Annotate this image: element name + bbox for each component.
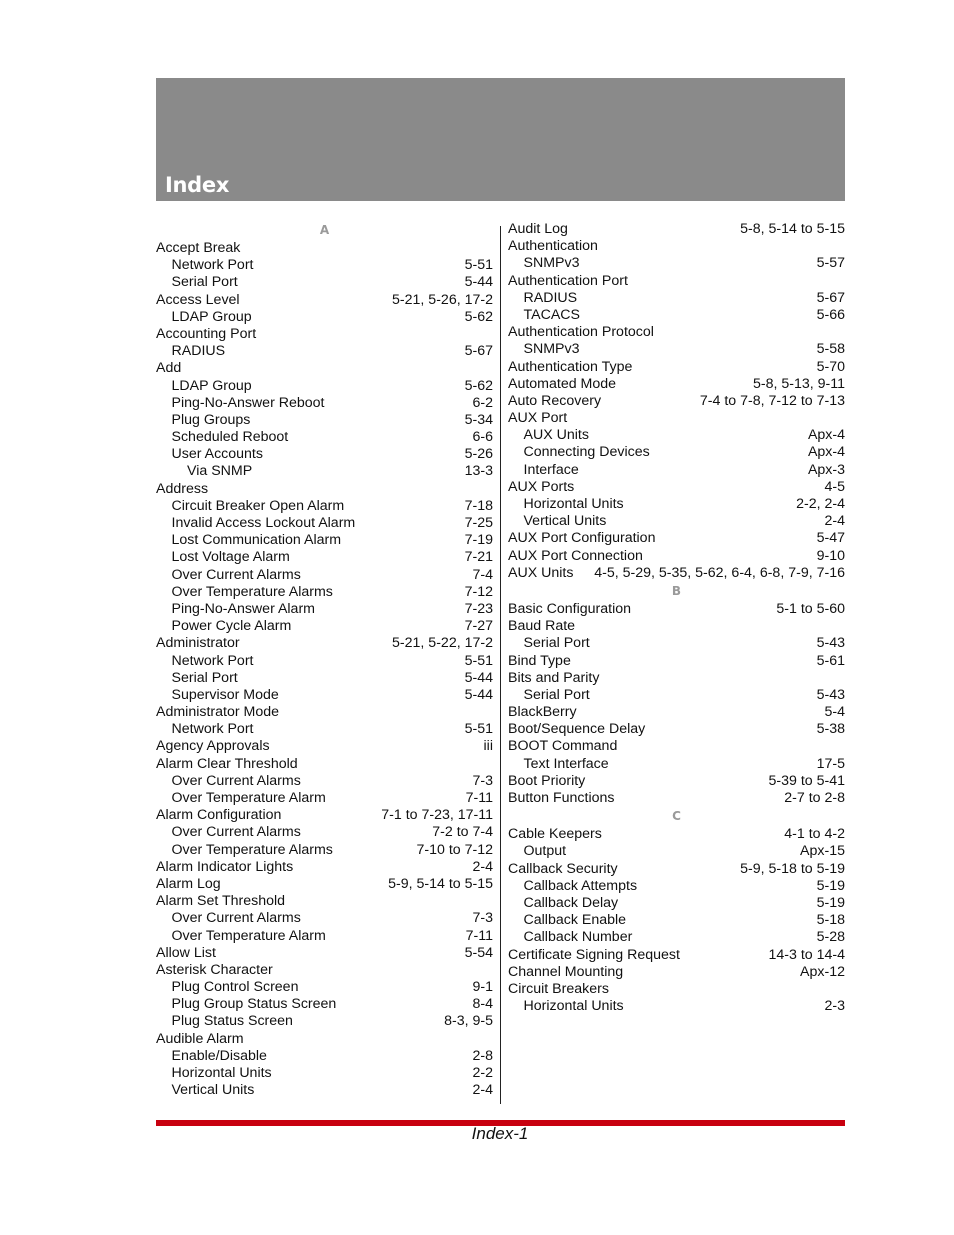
index-page-ref: 7-3 xyxy=(472,772,493,789)
index-page-ref: Apx-15 xyxy=(800,843,845,860)
index-entry xyxy=(156,618,493,635)
index-entry xyxy=(508,341,845,358)
index-term: SNMPv3 xyxy=(523,341,580,358)
index-page-ref: 5-67 xyxy=(464,343,493,360)
index-term: BlackBerry xyxy=(508,704,577,721)
index-page-ref: 7-10 to 7-12 xyxy=(416,841,493,858)
index-term: Plug Groups xyxy=(171,411,251,428)
index-entry xyxy=(156,842,493,859)
index-term: Channel Mounting xyxy=(508,963,624,980)
index-entry xyxy=(508,721,845,738)
index-entry xyxy=(156,1048,493,1065)
index-page-ref: 5-44 xyxy=(464,669,493,686)
index-term: Cable Keepers xyxy=(508,826,602,843)
index-term: Callback Number xyxy=(523,929,633,946)
index-entry xyxy=(156,910,493,927)
index-term: Over Temperature Alarms xyxy=(171,841,333,858)
index-page-ref: 8-3, 9-5 xyxy=(444,1013,493,1030)
index-page-ref: 5-43 xyxy=(816,635,845,652)
index-page-ref: 6-2 xyxy=(472,394,493,411)
index-term: Callback Attempts xyxy=(523,877,638,894)
index-term: Automated Mode xyxy=(508,375,617,392)
index-page-ref: 2-2, 2-4 xyxy=(796,496,845,512)
index-entry xyxy=(508,601,845,618)
index-page-ref: 6-6 xyxy=(472,429,493,446)
index-page-ref: 7-23 xyxy=(464,600,493,617)
index-entry xyxy=(508,238,845,255)
index-entry xyxy=(156,996,493,1013)
index-page-ref: 9-1 xyxy=(472,979,493,996)
index-entry xyxy=(508,479,845,496)
index-page-ref: 5-66 xyxy=(816,306,845,323)
index-page-ref: 8-4 xyxy=(472,996,493,1013)
index-entry xyxy=(508,756,845,773)
index-page-ref: 7-12 xyxy=(464,583,493,600)
index-entry xyxy=(156,653,493,670)
index-term: Power Cycle Alarm xyxy=(171,618,292,635)
index-entry xyxy=(508,861,845,878)
index-page-ref: Apx-4 xyxy=(807,444,845,461)
index-entry xyxy=(156,893,493,910)
index-page-ref: 7-4 to 7-8, 7-12 to 7-13 xyxy=(699,392,845,409)
index-page-ref: 5-70 xyxy=(816,358,845,375)
index-term: Via SNMP xyxy=(187,463,253,480)
index-entry xyxy=(508,444,845,461)
page-title: Index xyxy=(165,173,230,197)
index-term: AUX Port Configuration xyxy=(508,530,656,547)
index-term: Accept Break xyxy=(156,240,241,256)
index-entry xyxy=(508,981,845,998)
index-term: Horizontal Units xyxy=(171,1065,272,1081)
index-term: Allow List xyxy=(156,944,216,961)
index-term: Lost Communication Alarm xyxy=(171,532,342,549)
index-entry xyxy=(156,1082,493,1099)
index-entry xyxy=(508,618,845,635)
index-entry xyxy=(156,429,493,446)
index-term: Authentication Type xyxy=(508,358,633,375)
index-entry xyxy=(508,324,845,341)
index-entry xyxy=(508,947,845,964)
index-page-ref: 5-4 xyxy=(824,704,845,721)
index-term: RADIUS xyxy=(523,289,578,306)
index-entry xyxy=(508,496,845,513)
index-entry xyxy=(508,964,845,981)
index-entry xyxy=(156,1065,493,1082)
index-page-ref: 7-3 xyxy=(472,910,493,927)
index-page-ref: 7-11 xyxy=(465,790,493,806)
index-entry xyxy=(508,427,845,444)
index-term: Over Current Alarms xyxy=(171,566,301,583)
index-page-ref: 7-2 to 7-4 xyxy=(432,824,493,841)
index-entry xyxy=(508,565,845,582)
footer-page-number: Index-1 xyxy=(471,1124,529,1143)
index-page-ref: 5-21, 5-26, 17-2 xyxy=(392,291,493,308)
index-entry xyxy=(156,326,493,343)
index-page-ref: Apx-4 xyxy=(807,427,845,444)
index-term: AUX Port Connection xyxy=(508,547,643,564)
index-term: Network Port xyxy=(171,721,254,738)
index-term: Baud Rate xyxy=(508,618,576,635)
index-entry xyxy=(156,360,493,377)
index-entry xyxy=(156,532,493,549)
index-page-ref: 5-9, 5-18 to 5-19 xyxy=(740,860,845,877)
index-term: Callback Enable xyxy=(523,912,627,929)
index-term: Network Port xyxy=(171,652,254,669)
index-page-ref: 7-18 xyxy=(464,497,493,514)
index-page-ref: 4-5 xyxy=(824,478,845,495)
index-entry xyxy=(508,410,845,427)
index-page-ref: 5-18 xyxy=(816,912,845,929)
index-page-ref: 7-27 xyxy=(464,618,493,635)
index-term: Auto Recovery xyxy=(508,392,602,409)
index-term: Serial Port xyxy=(171,274,238,291)
index-term: Alarm Log xyxy=(156,875,221,892)
index-page-ref: 5-58 xyxy=(816,341,845,358)
index-entry xyxy=(508,307,845,324)
index-page-ref: 2-4 xyxy=(472,858,493,875)
index-entry xyxy=(508,548,845,565)
index-page-ref: 5-51 xyxy=(464,257,493,274)
index-term: AUX Units xyxy=(523,427,589,444)
index-entry xyxy=(508,912,845,929)
index-entry xyxy=(508,929,845,946)
index-page-ref: 5-44 xyxy=(464,274,493,291)
index-term: AUX Units xyxy=(508,564,574,581)
index-term: Text Interface xyxy=(523,755,609,772)
index-entry xyxy=(508,738,845,755)
index-entry xyxy=(156,584,493,601)
index-entry xyxy=(156,549,493,566)
index-entry xyxy=(156,773,493,790)
index-entry xyxy=(156,601,493,618)
index-page-ref: Apx-12 xyxy=(800,963,845,980)
index-term: Invalid Access Lockout Alarm xyxy=(171,515,356,531)
index-entry xyxy=(508,687,845,704)
index-page-ref: 7-21 xyxy=(464,549,493,566)
index-entry xyxy=(156,515,493,532)
index-page-ref: 5-51 xyxy=(464,652,493,669)
index-term: Basic Configuration xyxy=(508,600,632,617)
index-term: Access Level xyxy=(156,291,240,308)
index-page-ref: 5-54 xyxy=(464,944,493,961)
index-page-ref: 7-25 xyxy=(464,515,493,531)
index-page-ref: Apx-3 xyxy=(807,461,845,478)
index-entry xyxy=(156,721,493,738)
index-entry xyxy=(508,826,845,843)
index-page-ref: 5-26 xyxy=(464,446,493,463)
index-term: Authentication Port xyxy=(508,272,628,289)
index-term: Boot/Sequence Delay xyxy=(508,721,646,738)
index-term: Boot Priority xyxy=(508,772,586,789)
index-term: Over Current Alarms xyxy=(171,772,301,789)
index-term: Ping-No-Answer Alarm xyxy=(171,600,315,617)
index-term: Ping-No-Answer Reboot xyxy=(171,394,325,411)
index-term: BOOT Command xyxy=(508,738,618,755)
index-entry xyxy=(508,790,845,807)
index-entry xyxy=(156,498,493,515)
index-page-ref: 7-4 xyxy=(472,566,493,583)
index-term: Horizontal Units xyxy=(523,496,624,512)
index-entry xyxy=(508,359,845,376)
index-term: Over Temperature Alarm xyxy=(171,927,326,944)
index-entry xyxy=(508,255,845,272)
index-entry xyxy=(156,859,493,876)
index-term: Circuit Breakers xyxy=(508,980,609,997)
index-entry xyxy=(156,704,493,721)
index-entry xyxy=(156,567,493,584)
index-term: Lost Voltage Alarm xyxy=(171,549,290,566)
index-term: Audit Log xyxy=(508,221,568,237)
index-term: Scheduled Reboot xyxy=(171,429,289,446)
index-page-ref: 5-44 xyxy=(464,686,493,703)
index-entry xyxy=(508,998,845,1015)
index-term: Circuit Breaker Open Alarm xyxy=(171,497,345,514)
index-page-ref: 5-51 xyxy=(464,721,493,738)
index-entry xyxy=(508,273,845,290)
index-page-ref: 5-19 xyxy=(816,877,845,894)
index-term: Serial Port xyxy=(523,686,590,703)
index-term: Over Current Alarms xyxy=(171,910,301,927)
index-term: Administrator Mode xyxy=(156,704,280,721)
index-term: Enable/Disable xyxy=(171,1047,267,1064)
index-term: Serial Port xyxy=(171,669,238,686)
index-term: Plug Status Screen xyxy=(171,1013,293,1030)
index-term: Add xyxy=(156,360,182,377)
index-term: TACACS xyxy=(523,306,580,323)
index-term: RADIUS xyxy=(171,343,226,360)
index-term: Alarm Configuration xyxy=(156,807,282,824)
index-entry xyxy=(508,290,845,307)
index-header-band xyxy=(156,78,845,201)
index-entry xyxy=(156,635,493,652)
index-page-ref: 5-62 xyxy=(464,377,493,394)
index-term: Interface xyxy=(523,461,579,478)
index-entry xyxy=(508,843,845,860)
index-page-ref: 5-8, 5-13, 9-11 xyxy=(752,375,845,392)
index-page-ref: 7-1 to 7-23, 17-11 xyxy=(381,807,493,824)
index-term: Supervisor Mode xyxy=(171,686,279,703)
index-entry xyxy=(156,1013,493,1030)
index-page-ref: 17-5 xyxy=(816,755,845,772)
index-page-ref: 7-11 xyxy=(465,927,493,944)
index-term: Over Current Alarms xyxy=(171,824,301,841)
index-page-ref: 5-28 xyxy=(816,929,845,946)
index-term: Serial Port xyxy=(523,635,590,652)
index-page-ref: 4-1 to 4-2 xyxy=(784,826,845,843)
index-page-ref: 5-57 xyxy=(816,255,845,272)
index-term: Vertical Units xyxy=(523,513,607,530)
index-page-ref: 5-43 xyxy=(816,686,845,703)
index-term: Vertical Units xyxy=(171,1082,255,1099)
index-entry xyxy=(508,704,845,721)
index-page-ref: 5-21, 5-22, 17-2 xyxy=(392,635,493,652)
index-entry xyxy=(156,463,493,480)
index-term: Alarm Set Threshold xyxy=(156,893,286,910)
index-entry xyxy=(156,979,493,996)
index-term: SNMPv3 xyxy=(523,255,580,272)
index-term: Callback Security xyxy=(508,860,618,877)
index-entry xyxy=(156,292,493,309)
index-entry xyxy=(508,513,845,530)
index-entry xyxy=(156,928,493,945)
index-entry xyxy=(156,481,493,498)
section-letter: B xyxy=(671,583,682,598)
index-page-ref: 5-9, 5-14 to 5-15 xyxy=(388,875,493,892)
index-term: Bits and Parity xyxy=(508,669,600,686)
index-entry xyxy=(508,878,845,895)
index-term: Bind Type xyxy=(508,652,571,669)
index-entry xyxy=(508,670,845,687)
index-page-ref: 9-10 xyxy=(816,547,845,564)
index-term: Authentication Protocol xyxy=(508,324,654,341)
index-page-ref: 2-4 xyxy=(824,513,845,530)
index-term: Authentication xyxy=(508,238,598,255)
index-entry xyxy=(508,462,845,479)
index-page-ref: 5-1 to 5-60 xyxy=(776,600,845,617)
index-term: Audible Alarm xyxy=(156,1030,244,1047)
index-page-ref: 5-34 xyxy=(464,411,493,428)
index-entry xyxy=(508,376,845,393)
index-entry xyxy=(508,895,845,912)
index-entry xyxy=(156,687,493,704)
index-term: Alarm Clear Threshold xyxy=(156,755,298,772)
column-divider xyxy=(500,226,501,1104)
index-term: Address xyxy=(156,480,209,497)
index-page-ref: 2-8 xyxy=(472,1047,493,1064)
index-entry xyxy=(156,446,493,463)
index-entry xyxy=(508,393,845,410)
index-entry xyxy=(156,378,493,395)
index-term: Administrator xyxy=(156,635,240,652)
index-page-ref: 5-67 xyxy=(816,289,845,306)
index-entry xyxy=(156,962,493,979)
index-term: Asterisk Character xyxy=(156,961,273,978)
index-entry xyxy=(156,257,493,274)
index-page-ref: 5-19 xyxy=(816,894,845,911)
index-term: Connecting Devices xyxy=(523,444,650,461)
index-page-ref: 2-2 xyxy=(472,1065,493,1081)
index-entry xyxy=(156,274,493,291)
index-entry xyxy=(156,395,493,412)
index-term: AUX Ports xyxy=(508,478,575,495)
index-page-ref: 13-3 xyxy=(464,463,493,480)
index-entry xyxy=(156,738,493,755)
index-page-ref: 2-7 to 2-8 xyxy=(784,790,845,806)
index-entry xyxy=(508,221,845,238)
index-term: Button Functions xyxy=(508,790,615,806)
index-entry xyxy=(156,1031,493,1048)
index-term: Agency Approvals xyxy=(156,738,270,755)
index-term: Over Temperature Alarms xyxy=(171,583,333,600)
index-term: LDAP Group xyxy=(171,377,252,394)
index-entry xyxy=(508,530,845,547)
index-entry xyxy=(508,635,845,652)
index-term: User Accounts xyxy=(171,446,263,463)
index-term: Alarm Indicator Lights xyxy=(156,858,294,875)
index-term: Network Port xyxy=(171,257,254,274)
index-entry xyxy=(156,309,493,326)
index-entry xyxy=(508,653,845,670)
index-page-ref: 14-3 to 14-4 xyxy=(768,946,845,963)
index-page-ref: iii xyxy=(483,738,493,755)
index-term: Certificate Signing Request xyxy=(508,946,680,963)
index-entry xyxy=(156,790,493,807)
index-entry xyxy=(156,876,493,893)
index-term: Over Temperature Alarm xyxy=(171,790,326,806)
index-page-ref: 5-62 xyxy=(464,308,493,325)
index-page-ref: 5-47 xyxy=(816,530,845,547)
index-entry xyxy=(156,756,493,773)
index-term: Plug Group Status Screen xyxy=(171,996,337,1013)
index-page-ref: 2-4 xyxy=(472,1082,493,1099)
index-term: Plug Control Screen xyxy=(171,979,299,996)
index-page-ref: 5-8, 5-14 to 5-15 xyxy=(740,221,845,237)
index-entry xyxy=(156,240,493,257)
index-page-ref: 5-39 to 5-41 xyxy=(768,772,845,789)
index-entry xyxy=(156,670,493,687)
index-column-left xyxy=(156,221,493,1099)
index-term: Output xyxy=(523,843,567,860)
index-column-right xyxy=(508,221,845,1015)
index-entry xyxy=(156,807,493,824)
index-term: Callback Delay xyxy=(523,894,619,911)
section-letter: C xyxy=(672,809,681,824)
index-term: Accounting Port xyxy=(156,325,257,342)
index-term: Horizontal Units xyxy=(523,998,624,1015)
index-term: AUX Port xyxy=(508,410,568,427)
index-page-ref: 5-38 xyxy=(816,721,845,738)
index-entry xyxy=(156,945,493,962)
index-term: LDAP Group xyxy=(171,308,252,325)
index-entry xyxy=(156,824,493,841)
index-page-ref: 4-5, 5-29, 5-35, 5-62, 6-4, 6-8, 7-9, 7-16 xyxy=(594,564,845,581)
index-entry xyxy=(156,412,493,429)
index-page-ref: 2-3 xyxy=(824,998,845,1015)
section-letter: A xyxy=(319,223,330,237)
index-entry xyxy=(156,343,493,360)
index-page-ref: 5-61 xyxy=(816,652,845,669)
index-entry xyxy=(508,773,845,790)
index-page-ref: 7-19 xyxy=(464,532,493,549)
